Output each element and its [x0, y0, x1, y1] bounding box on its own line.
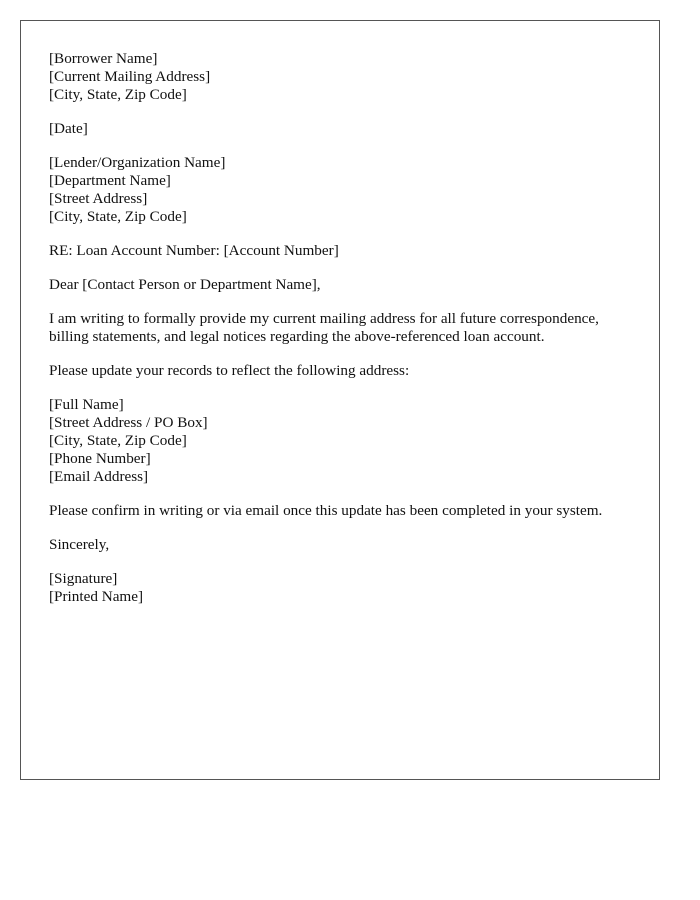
sender-block: [49, 50, 631, 104]
recipient-department: [Department Name]: [49, 172, 171, 189]
recipient-street: [Street Address]: [49, 190, 148, 207]
signature: [Signature]: [49, 570, 118, 587]
printed-name: [Printed Name]: [49, 588, 144, 605]
recipient-block: [49, 154, 631, 226]
recipient-city-state-zip: [City, State, Zip Code]: [49, 208, 187, 225]
closing-block: [49, 536, 631, 554]
subject-line: RE: Loan Account Number: [Account Number]: [49, 242, 339, 259]
sender-city-state-zip: [City, State, Zip Code]: [49, 86, 187, 103]
confirmation-paragraph: Please confirm in writing or via email once this update has been completed in your system.: [49, 502, 603, 519]
new-address-full-name: [Full Name]: [49, 396, 124, 413]
closing: Sincerely,: [49, 536, 110, 553]
new-address-phone: [Phone Number]: [49, 450, 151, 467]
letter-date: [Date]: [49, 120, 88, 137]
subject-block: [49, 242, 631, 260]
date-block: [49, 120, 631, 138]
new-address-email: [Email Address]: [49, 468, 149, 485]
letter-page: [20, 20, 660, 780]
new-address-city-state-zip: [City, State, Zip Code]: [49, 432, 187, 449]
recipient-organization: [Lender/Organization Name]: [49, 154, 226, 171]
sender-address: [Current Mailing Address]: [49, 68, 211, 85]
new-address-block: [49, 396, 631, 486]
sender-name: [Borrower Name]: [49, 50, 158, 67]
salutation-block: [49, 276, 631, 294]
signature-block: [49, 570, 631, 606]
request-paragraph: Please update your records to reflect the following address:: [49, 362, 410, 379]
new-address-street: [Street Address / PO Box]: [49, 414, 208, 431]
intro-paragraph: I am writing to formally provide my current mailing address for all future correspondence, billing statements, and legal notices regarding the above-referenced loan account.: [49, 310, 599, 345]
salutation: Dear [Contact Person or Department Name],: [49, 276, 321, 293]
